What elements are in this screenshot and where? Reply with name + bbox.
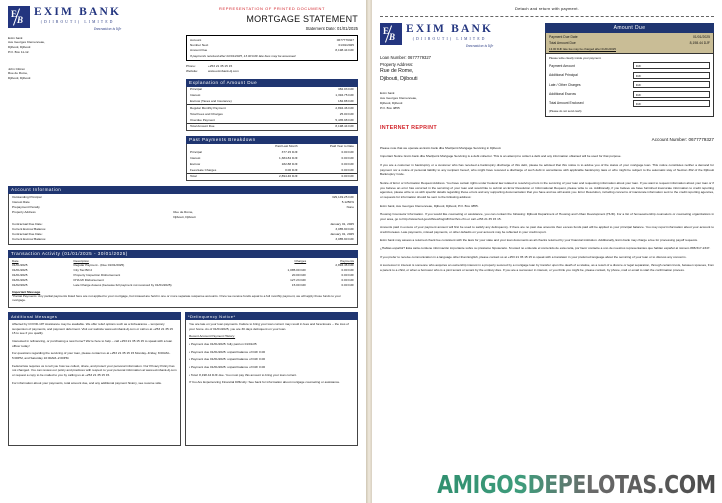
statement-date-value: 01/01/2025 xyxy=(337,26,358,31)
cell-desc: City Tax Bill 2 xyxy=(73,267,93,272)
property-address-line: Rue de Rome, xyxy=(380,67,414,74)
total-enclosed-row xyxy=(546,99,713,108)
logo-mark-icon xyxy=(8,6,30,28)
row-value: 182.88 DJF xyxy=(338,99,354,104)
additional-messages-body xyxy=(8,320,181,446)
row-value: 5,435.98 DJF xyxy=(335,117,354,122)
field-label: Additional Principal xyxy=(548,73,578,78)
bank-address-block xyxy=(8,36,176,55)
paragraph: A successor in interest is someone who acquires an ownership interest in a property secured by a mortgage loan by transfer upon the death of a relative, as a result of a divorce or legal separation, through certain trusts, between spouses, from a parent to a child, or when a borrower who is a joint tenant or tenant by the entirety dies. If you are a successor in interest, or you think you might be, please contact, by phone, mail or email to start the confirmation process. xyxy=(380,262,714,272)
cell-date: 01/01/2025 xyxy=(12,277,28,282)
internet-reprint-body xyxy=(380,146,714,273)
property-address-line: Djibouti, Djibouti xyxy=(380,75,418,82)
site-watermark: AMIGOSDEPELOTAS.COM xyxy=(437,470,716,499)
cell-desc: Property Inspection Disbursement xyxy=(73,272,121,277)
payment-instruction: Please write clearly inside your payment. xyxy=(546,53,713,61)
bank-tagline: Innovation is life xyxy=(466,42,494,48)
phone-label: Phone: xyxy=(186,63,196,68)
paragraph: Exim bank may assess a returned check fee consistent with the laws for your state and your loan documents as all checks returned by your financial institution. Additionally, Exim bank may charge a fee for processing payoff requests. xyxy=(380,238,698,243)
row-label: Amount Due xyxy=(190,47,208,52)
explanation-table xyxy=(186,87,358,131)
cell-desc: FHA MI Disbursement xyxy=(73,277,104,282)
amount-due-header: Amount Due xyxy=(545,23,714,33)
payment-coupon-page xyxy=(372,0,722,503)
row-label: Total Amount Due xyxy=(548,40,576,45)
row-value: 0677779327 xyxy=(336,38,354,42)
row-label: Interest xyxy=(190,93,201,98)
paragraph: Amounts paid in excess of your payment amount will first be used to satisfy any delinquency. If there are no past due amounts then excess funds paid will be applied to your principal balance. You may report information about your account to credit bureaus. Late payments, missed payments, or other defaults on your account may be reflected in your credit report. xyxy=(380,224,714,234)
customer-name: John Citizen xyxy=(8,66,26,71)
amount-due-box xyxy=(545,33,714,117)
cell-date: 01/01/2025 xyxy=(12,272,28,277)
row-label: Current Escrow Balance: xyxy=(12,226,47,231)
cell-desc: Late Charge Assess (because full payment not received by 01/01/2025) xyxy=(73,282,172,287)
account-number-value: 0677779327 xyxy=(688,137,714,143)
cell-payment: 2,894.46 DJF xyxy=(335,262,354,267)
bank-address-line: Ave Georges Clemenceau, xyxy=(8,40,46,45)
property-address-label: Property Address: xyxy=(380,61,414,67)
paragraph: Please note that we operate as Exim bank dba Shellpoint Mortgage Servicing in Djibouti. xyxy=(380,146,502,151)
bank-subtitle: (DJIBOUTI) LIMITED xyxy=(412,36,487,41)
paragraph: If you are a customer in bankruptcy or a customer who has received a bankruptcy discharge of this debt, please be advised that this notice is to advise you of the status of your mortgage loan. This notice constitutes neither a demand for payment nor a notice of personal liability to any recipient hereof, who might have received a discharge of such debt in accordance with applicable bankruptcy laws or who might be subject to the automatic stay of Section 362 of the Djibouti Bankruptcy Code. xyxy=(380,162,714,177)
row-label xyxy=(12,215,169,220)
logo-letter-b: B xyxy=(17,15,23,25)
row-value: 25.00 DJF xyxy=(339,111,354,116)
payment-amount-input[interactable]: DJF xyxy=(633,62,710,69)
row-label: Principal xyxy=(190,87,202,92)
paragraph: For information about your payments, total amount due, and any additional payment history, see reverse side. xyxy=(12,380,162,385)
loan-number-label: Loan Number: xyxy=(380,54,407,60)
field-label: Additional Escrow xyxy=(548,92,576,97)
paragraph: If you prefer to receive communication in a language other than English, please contact us at +253 21 35 15 15 to speak with a translator in your preferred language about the servicing of your loan or to discuss any concerns. xyxy=(380,254,687,259)
row-value: January 01, 2025 xyxy=(330,221,354,226)
late-fee-note: If payments received after 01/01/2025, 13.00 DJF late fees may be assessed. xyxy=(190,53,297,58)
paragraph: • Payment due 01/01/2025: fully paid on 01/01/25 xyxy=(189,342,257,347)
row-value: 1,384.84 DJF xyxy=(279,155,298,160)
additional-escrow-input[interactable]: DJF xyxy=(633,91,710,98)
row-label: Property Address xyxy=(12,209,36,214)
account-number-label: Account Number: xyxy=(651,137,688,143)
row-label: Interest Rate xyxy=(12,199,30,204)
paragraph: Recent Account Payment History: xyxy=(189,334,236,339)
row-label: Contractual Due Date: xyxy=(12,221,43,226)
account-number-block xyxy=(380,137,714,142)
customer-address-line: Rue de Rome, xyxy=(8,71,28,76)
row-value: Djibouti, Djibouti xyxy=(173,214,196,219)
loan-info-block xyxy=(380,54,537,84)
website-label: Website: xyxy=(186,68,198,73)
bank-tagline: Innovation is life xyxy=(94,25,122,31)
table-row xyxy=(9,215,357,220)
row-value: 329,149.25 DJF xyxy=(331,194,354,199)
field-label: Late / Other Charges xyxy=(548,82,581,87)
table-row xyxy=(9,283,357,288)
row-label: Contractual Due Date: xyxy=(12,231,43,236)
row-value: 01/01/2025 xyxy=(338,42,354,47)
bank-address-line: Exim bank xyxy=(8,35,23,40)
cell-charge: 15.00 DJF xyxy=(291,282,307,287)
row-label: Escrow (Taxes and Insurance) xyxy=(190,99,232,104)
row-value: Rue de Rome, xyxy=(173,209,194,214)
row-label: Payment Due Date xyxy=(548,35,578,39)
row-value: 182.88 DJF xyxy=(281,161,298,166)
logo-letter-b: B xyxy=(389,32,395,42)
column-header: Charges xyxy=(294,258,307,263)
paragraph: Affected by COVID-19? Assistance may be available. We offer relief options such as a forbearance – temporary suspension of payments, and payment deferment. Visit our website www.eximbank-dj.com or call us at +253 21 35 15 15 to see if you qualify. xyxy=(12,322,173,336)
important-message-title: Important Message xyxy=(12,289,41,294)
cell-payment: 0.00 DJF xyxy=(341,282,354,287)
row-value: 3,085.90 DJF xyxy=(335,226,354,231)
row-value: 0.00 DJF xyxy=(341,150,354,155)
column-header: Paid Last Month xyxy=(275,144,298,149)
payment-amount-row xyxy=(546,61,713,70)
paragraph: • Payment due 01/01/2025: unpaid balance of DJF 0.00 xyxy=(189,365,266,370)
row-value: 0.00 DJF xyxy=(341,155,354,160)
column-header: Date xyxy=(12,258,19,263)
row-value: 0.00 DJF xyxy=(341,167,354,172)
account-summary-row xyxy=(190,48,354,53)
representation-notice: REPRESENTATION OF PRINTED DOCUMENT xyxy=(218,6,326,11)
late-other-charges-input[interactable]: DJF xyxy=(633,81,710,88)
row-label: Prepayment Penalty xyxy=(12,204,40,209)
row-value: 1,394.75 DJF xyxy=(335,93,354,98)
row-value: 0.00 DJF xyxy=(285,167,298,172)
additional-principal-input[interactable]: DJF xyxy=(633,72,710,79)
paragraph: Federal law requires us to tell you how we collect, share, and protect your personal information. Our Privacy Policy has not changed. You can review our policy and practices with respect to your personal information at www.eximbank-dj.com or request a copy to be mailed to you by calling us at +253 21 35 15 15. xyxy=(12,363,177,377)
column-header: Description xyxy=(73,258,90,263)
total-enclosed-input[interactable]: DJF xyxy=(633,100,710,107)
row-value: 3,085.90 DJF xyxy=(335,236,354,241)
paragraph: Exim bank, Ave Georges Clemenceau, Djibouti, Djibouti, P.O. Box 4855. xyxy=(380,203,479,208)
row-value: 8,198.44 DJF xyxy=(689,40,710,45)
detach-notice: Detach and return with payment. xyxy=(514,6,579,11)
cell-date: 01/01/2025 xyxy=(12,267,28,272)
logo-letter-e: E xyxy=(11,9,17,19)
paragraph: • Total: 8,198.44 DJF due. You must pay this amount to bring your loan current. xyxy=(189,372,297,377)
bank-address-line: P.O. Box 4855 xyxy=(380,105,400,110)
statement-date-label: Statement Date: xyxy=(305,26,336,31)
row-value: 5.1250% xyxy=(341,199,354,204)
internet-reprint-title: INTERNET REPRINT xyxy=(380,125,437,132)
paragraph: Important Notice: Exim bank dba Shellpoint Mortgage Servicing is a debt collector. This is an attempt to collect a debt and any information obtained will be used for that purpose. xyxy=(380,154,622,159)
bank-address-line: Exim bank xyxy=(380,91,395,96)
paragraph: Housing Counselor Information. If you would like counseling or assistance, you can contact the following: Djibouti Department of Housing and Urban Development (HUD). For a list of homeownership counselors or counseling organizations in your area, go to http://www.hud.gov/offices/hsg/sfh/hcc/hcs.cfm or call +253 21 35 15 15. xyxy=(380,211,714,221)
row-value: 377.15 DJF xyxy=(281,150,298,155)
account-summary-box xyxy=(186,35,358,61)
row-label: Total xyxy=(187,173,248,179)
row-label: Escrow xyxy=(190,161,201,166)
explanation-header: Explanation of Amount Due xyxy=(186,79,358,87)
row-label: Number Next xyxy=(190,42,209,47)
bank-logo xyxy=(380,23,537,48)
row-value: January 01, 2025 xyxy=(330,231,354,236)
additional-escrow-row xyxy=(546,89,713,98)
table-row xyxy=(549,41,710,47)
transaction-activity-header: Transaction Activity (01/01/2025 - 30/01/2025) xyxy=(8,250,358,258)
row-value: 2,894.46 DJF xyxy=(299,105,357,111)
paragraph: • Payment due 01/01/2025: unpaid balance of DJF 0.00 xyxy=(189,349,266,354)
website-value[interactable]: www.eximbank-dj.com xyxy=(208,68,239,73)
late-other-charges-row xyxy=(546,80,713,89)
statement-date xyxy=(186,26,358,31)
row-label: Total Amount Due xyxy=(187,123,299,129)
document-title: MORTGAGE STATEMENT xyxy=(246,14,358,24)
row-value: 01/01/2025 xyxy=(693,35,710,39)
field-label: Total Amount Enclosed xyxy=(548,101,584,106)
row-value: 2,894.46 DJF xyxy=(248,173,301,179)
paragraph: For questions regarding the servicing of your loan, please contact us at +253 21 35 15 15 Monday–Friday, 8:00AM–5:00PM, and Saturday 10:00AM–2:00PM. xyxy=(12,351,171,361)
row-label: Regular Monthly Payment xyxy=(187,105,299,111)
cell-charge: 20.00 DJF xyxy=(291,272,307,277)
bank-address-line: Djibouti, Djibouti xyxy=(8,45,31,50)
bank-address-line: Djibouti, Djibouti xyxy=(380,100,403,105)
row-value: 0.00 DJF xyxy=(301,173,357,179)
bank-logo xyxy=(8,6,176,31)
row-label: Outstanding Principal xyxy=(12,194,42,199)
important-message-text: *Partial Payments: Any partial payments listed here are not applied to your mortgage, but instead are held in one or more separate suspense accounts. Once we receive funds equal to a full monthly payment, we will apply those funds to your mortgage. xyxy=(12,293,341,303)
bank-address-line: Ave Georges Clemenceau, xyxy=(380,96,418,101)
customer-address-block xyxy=(8,67,176,81)
no-cash-note: (Please do not send cash) xyxy=(548,109,582,114)
row-label: Current Escrow Balance: xyxy=(12,236,47,241)
cell-payment: 0.00 DJF xyxy=(341,267,354,272)
cell-desc: Regular Payment - (Due 01/01/2025) xyxy=(73,262,125,267)
customer-address-line: Djibouti, Djibouti xyxy=(8,76,31,81)
past-payments-header: Past Payments Breakdown xyxy=(186,136,358,144)
row-label: Interest xyxy=(190,155,201,160)
cell-date: 01/02/2025 xyxy=(12,282,28,287)
row-value: 0.00 DJF xyxy=(341,161,354,166)
additional-messages-header: Additional Messages xyxy=(8,312,181,320)
past-payments-table xyxy=(186,144,358,181)
delinquency-notice-panel xyxy=(185,312,358,446)
additional-messages-panel xyxy=(8,312,181,446)
transaction-activity-table xyxy=(8,258,358,309)
table-row xyxy=(187,123,357,129)
bank-name: EXIM BANK xyxy=(406,23,494,35)
additional-principal-row xyxy=(546,71,713,80)
logo-mark-icon xyxy=(380,23,402,45)
row-value: 8,198.44 DJF xyxy=(299,123,357,129)
amount-due-summary xyxy=(546,33,713,53)
column-header: Paid Year to Date xyxy=(329,144,354,149)
table-row xyxy=(9,237,357,242)
paragraph: Notice of Error or Information Request Address. You have certain rights under Federal law related to resolving errors in the servicing of your loan and requesting information about your loan. If you want to request information about your loan or if you believe an error has occurred in the servicing of your loan and would like to submit an Error Resolution or Informational Request, please write to us. Additionally, if you believe we have furnished inaccurate information to credit reporting agencies, please write to us with specific details regarding those errors and any supporting documentation that you have and we will assist you. Error Resolution, including concerns of inaccurate information sent to the credit reporting agencies, or requests for information should be sent to the following address: xyxy=(380,180,714,200)
delinquency-notice-header: *Delinquency Notice* xyxy=(185,312,358,320)
paragraph: If You Are Experiencing Financial Difficulty: See back for information about mortgage counseling or assistance. xyxy=(189,380,341,385)
field-label: Payment Amount xyxy=(548,63,575,68)
cell-charge: 127.23 DJF xyxy=(290,277,307,282)
bank-subtitle: (DJIBOUTI) LIMITED xyxy=(40,19,115,24)
phone-value: +253 21 35 15 15 xyxy=(208,63,233,68)
bank-name: EXIM BANK xyxy=(34,6,122,18)
loan-number-value: 0677779327 xyxy=(407,54,432,60)
row-label: Overdue Payment xyxy=(190,117,215,122)
row-value: 8,198.44 DJF xyxy=(335,47,354,52)
remit-bank-address xyxy=(380,91,537,110)
contact-block xyxy=(186,64,358,74)
account-information-table xyxy=(8,194,358,245)
paragraph: Interested in refinancing, or purchasing a new home? We're here to help – call +253 21 35 15 15 to speak with a loan officer today! xyxy=(12,339,173,348)
row-label: Total Fees and Charges xyxy=(190,111,223,116)
row-label: Fees/Late Charges xyxy=(190,167,217,172)
paragraph: • Payment due 01/01/2025: unpaid balance of DJF 0.00 xyxy=(189,357,266,362)
account-information-header: Account Information xyxy=(8,186,358,194)
table-row xyxy=(187,173,357,179)
cell-payment: 0.00 DJF xyxy=(341,277,354,282)
cell-date: 01/01/2025 xyxy=(12,262,28,267)
logo-letter-e: E xyxy=(383,26,389,36)
cell-charge: 1,085.00 DJF xyxy=(287,267,307,272)
paragraph: You are late on your loan payments. Failure to bring your loan current may result in fees and foreclosure – the loss of your home. As of 01/01/2025, you are 30 days delinquent on your loan. xyxy=(189,322,349,331)
detach-dashed-line xyxy=(380,16,714,17)
row-value: 382.03 DJF xyxy=(338,87,354,92)
row-label: Principal xyxy=(190,150,202,155)
cell-payment: 0.00 DJF xyxy=(341,272,354,277)
bank-address-line: P.O. Box 11-12. xyxy=(8,49,30,54)
paragraph: ¿Hablas español? Esta carta contiene información importante sobre su préstamo hipotecario. Si usted no entiende el contenido de esta carta, por favor contacte a uno de nuestros representantes que hablan español al número 888-517-2347. xyxy=(380,246,711,251)
late-fee-note: 13.00 DJF late fee may be charged after 01/01/2025 xyxy=(548,47,616,52)
column-header: Payments xyxy=(340,258,354,263)
row-label: Account xyxy=(190,38,202,42)
delinquency-notice-body xyxy=(185,320,358,446)
row-value: None xyxy=(346,204,354,209)
